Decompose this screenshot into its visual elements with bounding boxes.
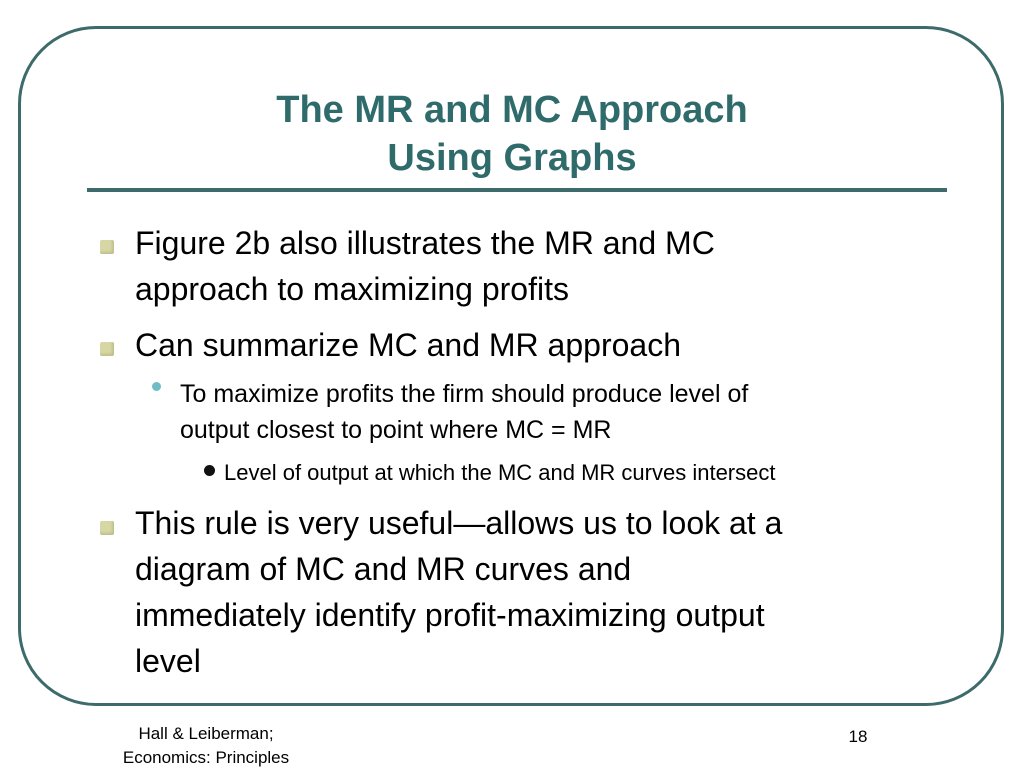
bullet-line: diagram of MC and MR curves and: [135, 551, 632, 587]
bullet-dot-icon: [204, 465, 215, 476]
bullet-square-icon: [100, 240, 114, 254]
bullet-line: Figure 2b also illustrates the MR and MC: [135, 225, 715, 261]
bullet-line: Can summarize MC and MR approach: [135, 327, 681, 363]
bullet-item: [135, 322, 935, 368]
bullet-line: approach to maximizing profits: [135, 271, 569, 307]
footer-source: [96, 722, 316, 768]
bullet-square-icon: [100, 521, 114, 535]
sub-sub-bullet-item: [224, 458, 964, 488]
footer-source-line-2: Economics: Principles: [122, 748, 290, 767]
bullet-item: [135, 220, 935, 312]
bullet-line: Level of output at which the MC and MR curves intersect: [224, 460, 776, 485]
footer-source-line-1: Hall & Leiberman;: [138, 724, 274, 743]
sub-bullet-item: [180, 376, 940, 448]
bullet-square-icon: [100, 342, 114, 356]
bullet-line: immediately identify profit-maximizing output: [135, 597, 765, 633]
title-line-1: The MR and MC Approach: [276, 89, 748, 131]
bullet-line: This rule is very useful—allows us to look at a: [135, 505, 783, 541]
bullet-line: level: [135, 643, 201, 679]
bullet-item: [135, 500, 935, 684]
bullet-dot-icon: [152, 382, 161, 391]
title-line-2: Using Graphs: [387, 137, 637, 179]
bullet-line: output closest to point where MC = MR: [180, 416, 612, 444]
bullet-line: To maximize profits the firm should produce level of: [180, 380, 749, 408]
page-number: 18: [848, 727, 868, 746]
